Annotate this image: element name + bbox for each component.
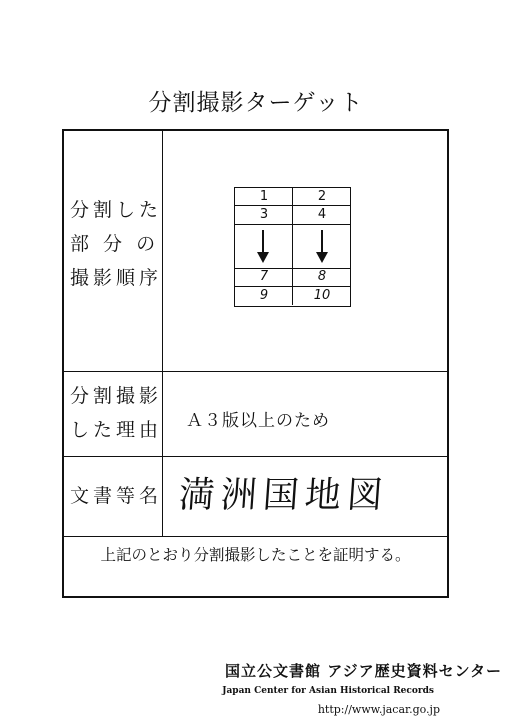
grid-row-line <box>235 205 350 206</box>
split-reason-label-line: した理由 <box>70 419 163 441</box>
row-divider-3 <box>64 536 447 537</box>
split-reason-text: Ａ３版以上のため <box>186 411 330 431</box>
grid-cell-number: 2 <box>317 189 327 204</box>
row-divider-1 <box>64 371 447 372</box>
document-name-handwritten: 満洲国地図 <box>177 475 391 516</box>
document-name-label: 文書等名 <box>70 485 163 507</box>
grid-handwritten-number: 8 <box>317 269 327 284</box>
grid-handwritten-number: 9 <box>259 288 269 303</box>
footer-english-name: Japan Center for Asian Historical Records <box>222 686 434 696</box>
shooting-order-grid <box>234 187 351 307</box>
label-column-divider <box>162 131 163 536</box>
grid-row-line <box>235 286 350 287</box>
split-order-label-line: 部 分 の <box>70 233 160 255</box>
grid-handwritten-number: 7 <box>259 269 269 284</box>
split-order-label-line: 撮影順序 <box>70 267 163 289</box>
page-title: 分割撮影ターゲット <box>148 90 364 116</box>
split-order-label <box>70 193 162 295</box>
footer-url: http://www.jacar.go.jp <box>317 703 440 716</box>
down-arrow-icon <box>256 228 270 264</box>
target-form <box>62 129 449 598</box>
down-arrow-icon <box>315 228 329 264</box>
row-divider-2 <box>64 456 447 457</box>
grid-handwritten-number: 10 <box>313 288 331 303</box>
certification-statement: 上記のとおり分割撮影したことを証明する。 <box>100 546 411 564</box>
grid-row-line <box>235 224 350 225</box>
grid-cell-number: 3 <box>259 207 269 222</box>
grid-cell-number: 1 <box>259 189 269 204</box>
split-reason-label-line: 分割撮影 <box>70 385 163 407</box>
footer-organization-logo: 国立公文書館 アジア歴史資料センター <box>224 662 502 680</box>
split-reason-label <box>70 379 162 447</box>
split-order-label-line: 分割した <box>70 199 163 221</box>
grid-cell-number: 4 <box>317 207 327 222</box>
